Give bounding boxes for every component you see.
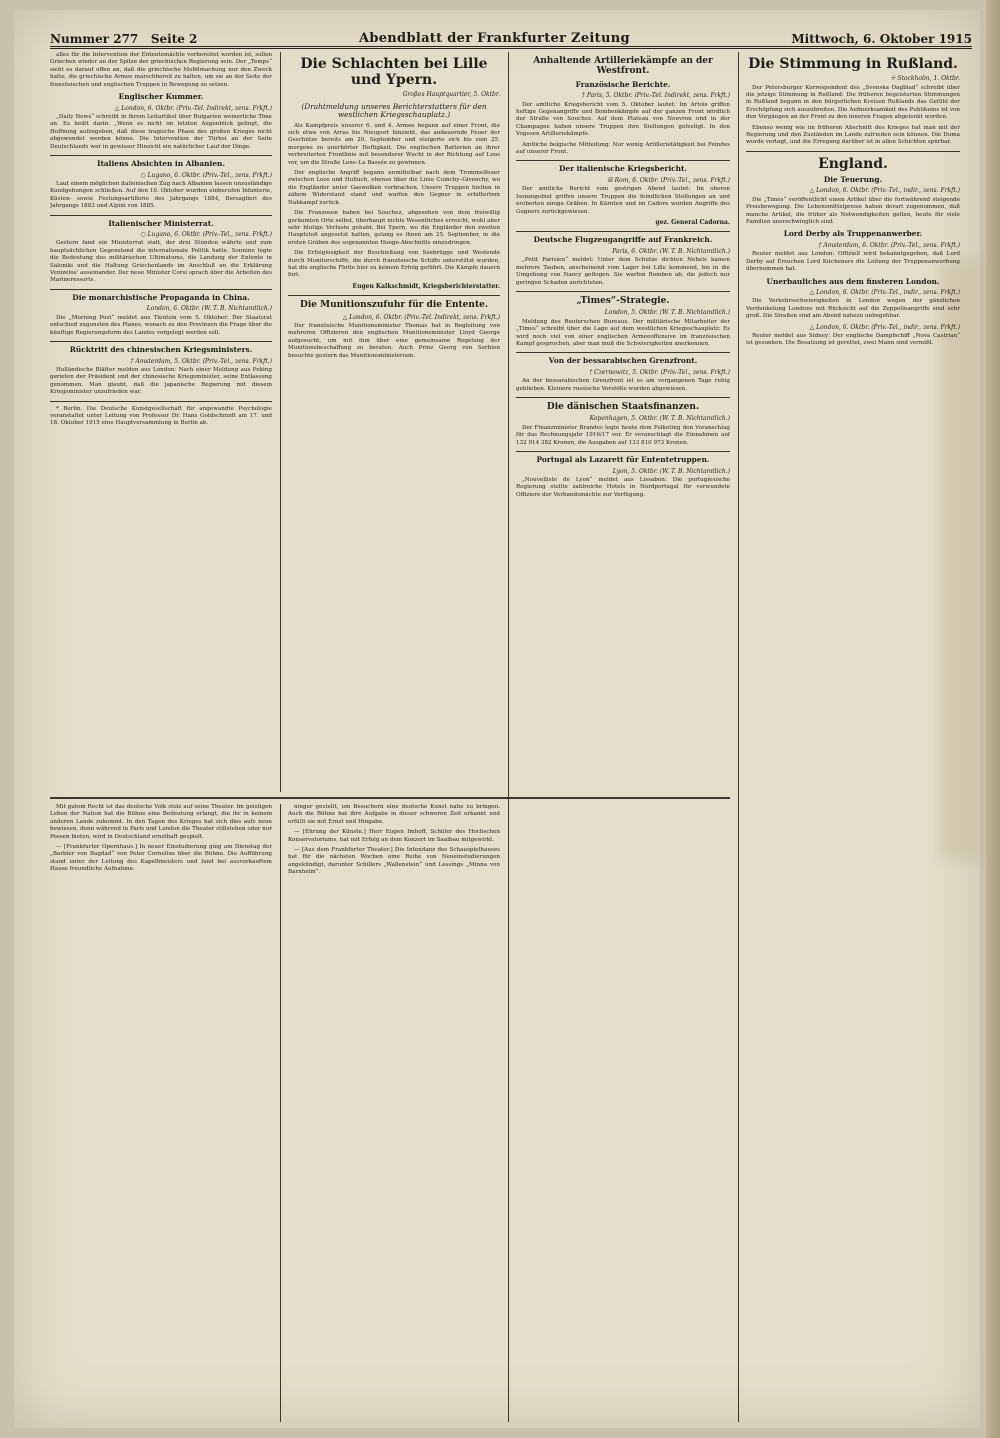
- article-text: Ebenso wenig wie im früheren Abschnitt des Krieges hat man mit der Regierung und den Zuständen im Lande zufrieden sein können. Die Duma wurde vertagt, und die Erregung darüber ist in allen Schichten spürbar.: [746, 124, 960, 146]
- section-heading: „Times“-Strategie.: [576, 295, 670, 306]
- column-3: [516, 52, 730, 1422]
- page-number: Seite 2: [150, 32, 198, 46]
- divider: [288, 295, 500, 296]
- article-text: Der englische Angriff begann unmittelbar nach dem Trommelfeuer zwischen Loos und Hulluch, ebenso über die Linie Cuinchy–Givenchy, wo die Engländer unter Gaswolken vorbrachen. Unsere Truppen hielten in zähem Widerstand stand und warfen den Gegner in erbittertem Nahkampf zurück.: [288, 170, 500, 206]
- dateline: △ London, 6. Oktbr. (Priv.-Tel. Indirekt, zens. Frkft.): [342, 313, 500, 321]
- column-1: [50, 52, 272, 792]
- columns: [50, 52, 972, 1422]
- dateline: † Amsterdam, 5. Oktbr. (Priv.-Tel., zens. Frkft.): [130, 357, 272, 365]
- section-heading: Französische Berichte.: [575, 79, 671, 89]
- article-text: Die „Times“ veröffentlicht einen Artikel über die fortwährend steigende Preisbewegung. Die Lebensmittelpreise haben derart zugenommen, daß manche Artikel, die früher als Notwendigkeiten gelten, heute für viele Familien unerschwinglich sind.: [746, 196, 960, 225]
- article-text: „Petit Parisien“ meldet: Unter dem Schutze dichten Nebels kamen mehrere Tauben, anscheinend vom Lager bei Lille kommend, bis in die Umgebung von Nancy geflogen. Sie warfen Bomben ab, die jedoch nur geringen Schaden anrichteten.: [516, 257, 730, 286]
- divider: [516, 291, 730, 292]
- article-text: Als Kampfpreis unserer 6. und 4. Armee begann auf einer Front, die sich etwa von Arras bis Nieuport hinzieht, das andauernde Feuer der Geschütze bereits am 20. September und steigerte sich bis zum 25. morgens zu unerhörter Heftigkeit. Die englischen Batterien an ihrer verbreiterten Frontlinie mit besonderer Wucht in der Richtung auf Loos vor, um die Straße Lens–La Bassée zu gewinnen.: [288, 122, 500, 166]
- notice-text: * Berlin. Die Deutsche Kunstgesellschaft für angewandte Psychologie veranstaltet unter Leitung von Professor Dr. Hans Goldschmidt am 17. und 18. Oktober 1915 eine Hauptversammlung in Berlin ab.: [50, 405, 272, 427]
- divider: [50, 401, 272, 402]
- dateline: Kopenhagen, 5. Oktbr. (W. T. B. Nichtamtlich.): [589, 415, 730, 423]
- divider: [516, 397, 730, 398]
- article-headline: Die Stimmung in Rußland.: [748, 56, 958, 72]
- dateline: † Czernowitz, 5. Oktbr. (Priv.-Tel., zens. Frkft.): [589, 368, 730, 376]
- author-signature: Eugen Kalkschmidt, Kriegsberichterstatter.: [352, 282, 500, 290]
- article-text: Die Franzosen haben bei Souchez, abgesehen von dem freiwillig geräumten Orte selbst, überhaupt nichts Wesentliches erreicht, wohl aber sehr blutige Verluste gehabt. Bei Ypern, wo die Engländer den zweiten Hauptstoß angesetzt hatten, gelang es ihnen am 25. September, in die ersten Gräben des sogenannten Hooge-Abschnitts einzudringen.: [288, 210, 500, 246]
- article-text: Gestern fand ein Ministerrat statt, der drei Stunden währte und zum hauptsächlichen Gegenstand die internationale Politik hatte. Sonnino legte die Bedeutung des militärischen Ultimatums, die Landung der Entente in Saloniki und die Haltung Griechenlands im Anschluß an die Erklärung Venizelos' auseinander. Der neue Minister Corsi sprach über die Arbeiten des Marineressorts.: [50, 240, 272, 284]
- article-text: Meldung des Reuterschen Bureaus. Der militärische Mitarbeiter der „Times“ schreibt über die Lage auf dem westlichen Kriegsschauplatz: Es wird noch viel von einer englischen Armeeoffensive im französischen Kampf gesprochen, aber man muß die Schwierigkeiten anerkennen.: [516, 318, 730, 347]
- feuilleton-text: — [Aus dem Frankfurter Theater.] Die Intendanz des Schauspielhauses hat für die nächsten Wochen eine Reihe von Neueinstudierungen angekündigt, darunter Schillers „Wallenstein“ und Lessings „Minna von Barnhelm“.: [288, 847, 500, 876]
- subsection-heading: Lord Derby als Truppenanwerber.: [783, 229, 923, 239]
- feuilleton-rule: [50, 797, 730, 799]
- divider: [516, 352, 730, 353]
- article-text: Die „Morning Post“ meldet aus Tientsin vom 5. Oktober: Der Staatsrat entschied zugunsten des Planes, wonach zu den Provinzen die Frage über die künftige Regierungsform des Landes vorgelegt werden soll.: [50, 314, 272, 336]
- dateline: † Paris, 5. Oktbr. (Priv.-Tel. Indirekt, zens. Frkft.): [581, 92, 730, 100]
- section-heading: Von der bessarabischen Grenzfront.: [548, 356, 698, 366]
- column-rule: [508, 52, 509, 1422]
- dateline: † Amsterdam, 6. Oktbr. (Priv.-Tel., zens. Frkft.): [818, 241, 960, 249]
- section-heading: Deutsche Flugzeugangriffe auf Frankreich.: [533, 235, 713, 245]
- article-text: Der amtliche Kriegsbericht vom 5. Oktober lautet: Im Artois griffen heftige Gegenangriffe und Bombenkämpfe auf der ganzen Front nördlich der Straße von Souchez. Auf dem Plateau von Nouvron und in der Champagne haben unsere Truppen ihre Stellungen gefestigt. In den Vogesen Artilleriekämpfe.: [516, 101, 730, 138]
- article-text: Die Erfolglosigkeit der Beschießung von Seebrügge und Westende durch Monitorschiffe, die durch französische Schiffe unterstützt wurden, hat die englische Flotte hier zu keinem Erfolg geführt. Die Kämpfe dauern fort.: [288, 250, 500, 279]
- dateline: ○ Lugano, 6. Oktbr. (Priv.-Tel., zens. Frkft.): [140, 171, 272, 179]
- issue-number: Nummer 277: [50, 32, 139, 46]
- dateline: Lyon, 5. Oktbr. (W. T. B. Nichtamtlich.): [612, 467, 730, 475]
- dateline: London, 6. Oktbr. (W. T. B. Nichtamtlich.): [146, 305, 272, 313]
- divider: [516, 451, 730, 452]
- article-text: Der französische Munitionsminister Thomas hat in Begleitung von mehreren Offizieren den englischen Munitionsminister Lloyd George aufgesucht, um mit ihm über eine gemeinsame Regelung der Munitionsbeschaffung zu beraten. Auch Prinz Georg von Serbien besuchte gestern das Munitionsministerium.: [288, 322, 500, 359]
- dateline: ○ Lugano, 6. Oktbr. (Priv.-Tel., zens. Frkft.): [140, 231, 272, 239]
- section-heading: Die dänischen Staatsfinanzen.: [546, 402, 700, 413]
- issue-number-page: [50, 32, 197, 46]
- dateline: ☩ Stockholm, 1. Oktbr.: [890, 75, 960, 83]
- issue-date: Mittwoch, 6. Oktober 1915: [791, 32, 972, 46]
- article-headline: Anhaltende Artilleriekämpfe an der Westfront.: [533, 56, 713, 77]
- divider: [50, 289, 272, 290]
- section-heading: Portugal als Lazarett für Ententetruppen.: [536, 455, 710, 465]
- section-heading: Englischer Kummer.: [118, 92, 204, 102]
- article-text: Reuter meldet aus London: Offiziell wird bekanntgegeben, daß Lord Derby auf Ersuchen Lord Kitcheners die Leitung der Truppenanwerbung übernommen hat.: [746, 251, 960, 273]
- page-edge: [986, 0, 1000, 1438]
- dateline: △ London, 6. Oktbr. (Priv.-Tel., indir., zens. Frkft.): [809, 289, 960, 297]
- feuilleton-text: Mit gutem Recht ist das deutsche Volk stolz auf seine Theater. Im geistigen Leben der Nation hat die Bühne eine Bedeutung erlangt, die ihr in keinem anderen Lande zukommt. In den Tagen des Krieges hat sich dies aufs neue bewiesen, denn während in Paris und London die Theater stillstehen oder nur Possen bieten, wird in Deutschland ernsthaft gespielt.: [50, 804, 272, 840]
- paper-title: Abendblatt der Frankfurter Zeitung: [358, 31, 630, 46]
- dateline: △ London, 6. Oktbr. (Priv.-Tel., indir., zens. Frkft.): [809, 187, 960, 195]
- divider: [746, 151, 960, 152]
- article-text: Reuter meldet aus Sidney: Der englische Dampfschiff „Nova Castrian“ ist gesunken. Die Besatzung ist gerettet, zwei Mann sind vermißt.: [746, 333, 960, 347]
- column-rule: [738, 52, 739, 1422]
- feuilleton-column-1: [50, 804, 272, 1422]
- feuilleton-text: — [Ehrung der Künste.] Herr Eugen Imhoff, Schüler des Hochschen Konservatoriums, hat mit Erfolg an dem Konzert im Saalbau mitgewirkt.: [288, 829, 500, 843]
- column-2: [288, 52, 500, 792]
- divider: [50, 215, 272, 216]
- column-rule: [280, 52, 281, 792]
- masthead: [50, 22, 972, 49]
- section-heading: England.: [818, 155, 888, 172]
- dateline: ☒ Rom, 6. Oktbr. (Priv.-Tel., zens. Frkft.): [607, 176, 730, 184]
- section-heading: Die Munitionszufuhr für die Entente.: [300, 300, 488, 311]
- dateline: London, 5. Oktbr. (W. T. B. Nichtamtlich.): [604, 309, 730, 317]
- column-4: [746, 52, 960, 1422]
- article-text: Der Petersburger Korrespondent des „Svenska Dagblad“ schreibt über die jetzige Stimmung in Rußland: Die früheren begeisterten Stimmungen in Rußland begann in den bürgerlichen Kreisen Rußlands das Gefühl der Erschöpfung sich auszubreiten. Die Aufmerksamkeit des Publikums ist von den Vorgängen an der Front zu den inneren Fragen abgelenkt worden.: [746, 84, 960, 121]
- subsection-heading: Unerbauliches aus dem finsteren London.: [766, 276, 940, 286]
- dateline: Großes Hauptquartier, 5. Oktbr.: [402, 91, 500, 99]
- article-text: Der Finanzminister Brandes legte heute dem Folketing den Voranschlag für das Rechnungsjahr 1916/17 vor. Er veranschlagt die Einnahmen auf 132 914 382 Kronen, die Ausgaben auf 133 810 973 Kronen.: [516, 424, 730, 446]
- section-heading: Italiens Absichten in Albanien.: [97, 158, 225, 168]
- author-signature: gez. General Cadorna.: [655, 219, 730, 226]
- column-rule: [280, 804, 281, 1422]
- article-text: Laut einem möglichen italienischen Zug nach Albanien lassen unzuständige Kundgebungen schließen. Auf den 10. Oktober wurden einberufen Infanterie, Küsten- sowie Festungsartillerie des Jahrgangs 1884, Bersaglieri des Jahrgangs 1883 und Alpini von 1885.: [50, 180, 272, 210]
- feuilleton-column-2: [288, 804, 500, 1422]
- section-heading: Italienischer Ministerrat.: [108, 218, 214, 228]
- dateline: △ London, 6. Oktbr. (Priv.-Tel. Indirekt, zens. Frkft.): [114, 104, 272, 112]
- article-text: Holländische Blätter melden aus London: Nach einer Meldung aus Peking gerieten der Präsident und der chinesische Kriegsminister, seine Entlassung genommen. Man glaubt, daß die japanische Regierung mit diesem Kriegsminister unzufrieden war.: [50, 366, 272, 396]
- article-text: „Nouvelliste de Lyon“ meldet aus Lissabon: Die portugiesische Regierung stellte zahlreiche Hotels in Nordportugal für verwundete Offiziere der Verbandsmächte zur Verfügung.: [516, 476, 730, 498]
- article-text: Amtliche belgische Mitteilung: Nur wenig Artillerietätigkeit bei Feindes auf unserer Front.: [516, 141, 730, 156]
- article-text: Der amtliche Bericht vom gestrigen Abend lautet: Im oberen Isonzogebiet griffen unsere Truppen die feindlichen Stellungen an und eroberten einige Gräben. In Kärnten und im Cadore wurden Angriffe des Gegners zurückgewiesen.: [516, 186, 730, 215]
- article-text: An der bessarabischen Grenzfront ist es am vergangenen Tage ruhig geblieben. Kleinere russische Vorstöße wurden abgewiesen.: [516, 378, 730, 392]
- article-subhead: (Drahtmeldung unseres Berichterstatters für den westlichen Kriegsschauplatz.): [301, 101, 487, 120]
- divider: [516, 160, 730, 161]
- section-heading: Rücktritt des chinesischen Kriegsministers.: [69, 345, 253, 355]
- section-heading: Der italienische Kriegsbericht.: [559, 164, 687, 174]
- subsection-heading: Die Teuerung.: [823, 174, 883, 184]
- divider: [50, 341, 272, 342]
- section-heading: Die monarchistische Propaganda in China.: [72, 292, 250, 302]
- dateline: △ London, 6. Oktbr. (Priv.-Tel., indir., zens. Frkft.): [809, 323, 960, 331]
- feuilleton-text: ninger gestellt, um Besuchern eine deutsche Kunst nahe zu bringen. Auch die Bühne hat ihre Aufgabe in dieser schweren Zeit erkannt und erfüllt sie mit Ernst und Hingabe.: [288, 804, 500, 825]
- article-text: Die Verkehrsschwierigkeiten in London wegen der gänzlichen Verdunkelung Londons mit Rücksicht auf die Zeppelinangriffe sind sehr groß. Die Straßen sind am Abend nahezu unbegehbar.: [746, 298, 960, 320]
- divider: [516, 231, 730, 232]
- article-headline: Die Schlachten bei Lille und Ypern.: [300, 56, 488, 89]
- article-text: alles für die Intervention der Ententemächte vorbereitet worden ist, sollen Griechen wieder an der Spitze der griechischen Regierung sein. Der „Temps“ sieht es darauf offen an, daß die griechische Mobilmachung nur den Zweck hatte, die griechische Armee marschbereit zu halten, um sie an der Seite der französischen und englischen Truppen in Bewegung zu setzen.: [50, 52, 272, 88]
- divider: [50, 155, 272, 156]
- feuilleton-text: — [Frankfurter Opernhaus.] In neuer Einstudierung ging am Dienstag der „Barbier von Bagdad“ von Peter Cornelius über die Bühne. Die Aufführung stand unter der Leitung des Kapellmeisters und fand bei ausverkauftem Hause freundliche Aufnahme.: [50, 844, 272, 873]
- dateline: Paris, 6. Oktbr. (W. T. B. Nichtamtlich.): [612, 247, 730, 255]
- article-text: „Daily News“ schreibt in ihrem Leitartikel über Bulgarien weinerliche Töne an. Es heißt darin: „Wenn es nicht im letzten Augenblick gelingt, die Hoffnung aufzugeben, daß diese tragische Phase des großen Krieges nicht abgewendet werden könne. Die Intervention der Türkei an der Seite Deutschlands war in gewisser Hinsicht ein natürlicher Lauf der Dinge.: [50, 113, 272, 150]
